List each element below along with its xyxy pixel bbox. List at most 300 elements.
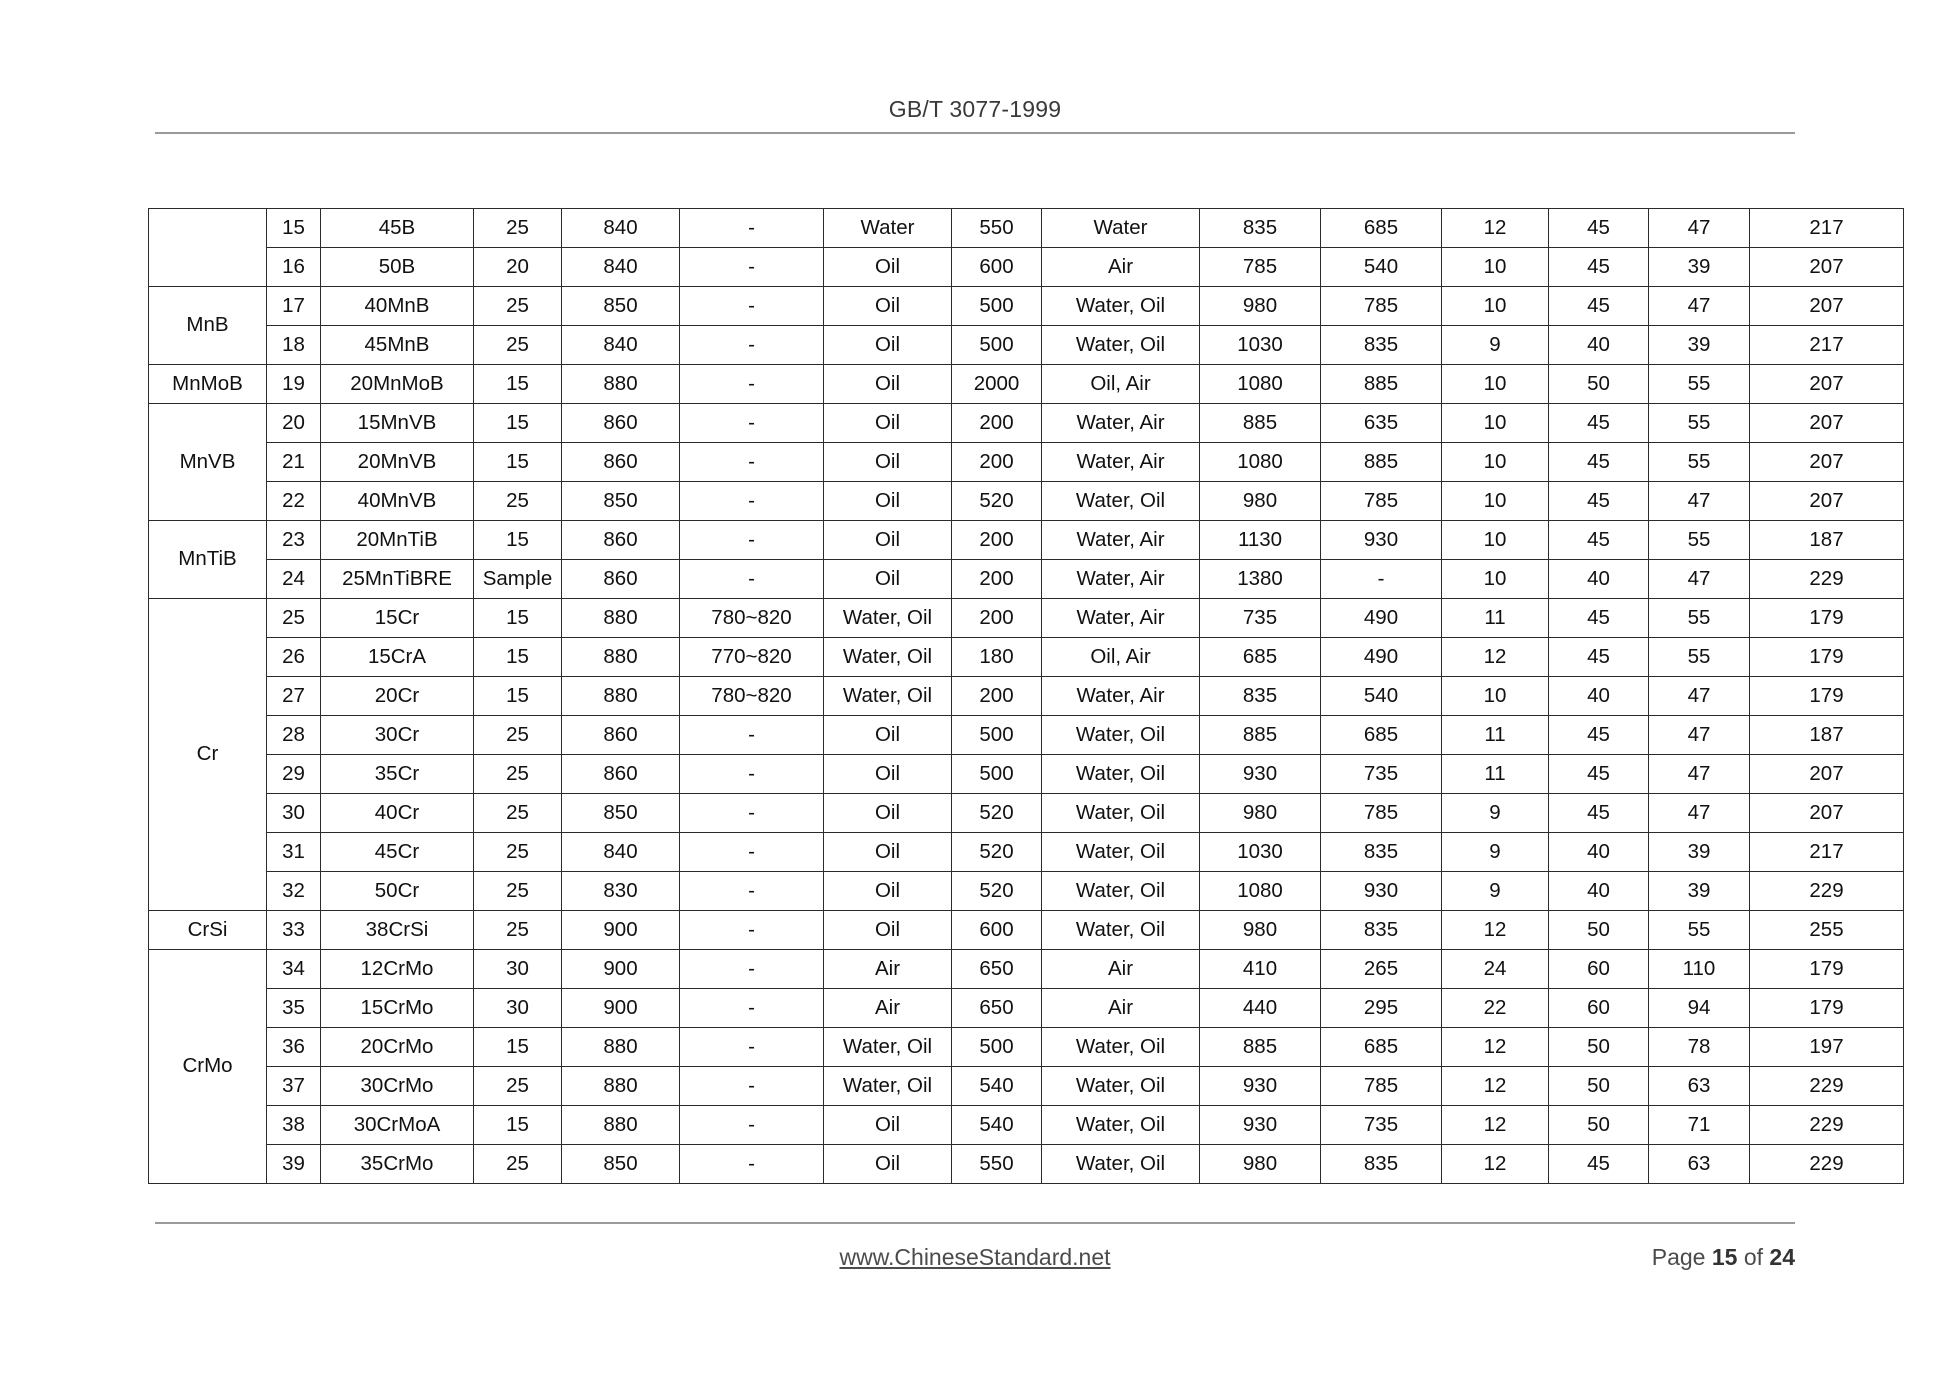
tempering-medium-cell: Water, Air <box>1042 404 1200 443</box>
quenching-temp-1-cell: 840 <box>562 326 680 365</box>
tensile-strength-cell: 980 <box>1200 287 1321 326</box>
tensile-strength-cell: 980 <box>1200 482 1321 521</box>
hardness-hbs-cell: 207 <box>1750 755 1904 794</box>
quenching-temp-1-cell: 860 <box>562 443 680 482</box>
steel-grade-cell: 50B <box>321 248 474 287</box>
reduction-of-area-cell: 40 <box>1549 872 1649 911</box>
tempering-temp-cell: 520 <box>952 872 1042 911</box>
quenching-medium-cell: Oil <box>824 755 952 794</box>
impact-energy-cell: 47 <box>1649 716 1750 755</box>
hardness-hbs-cell: 207 <box>1750 365 1904 404</box>
sequence-number-cell: 16 <box>267 248 321 287</box>
quenching-medium-cell: Oil <box>824 716 952 755</box>
quenching-temp-1-cell: 880 <box>562 365 680 404</box>
steel-grade-cell: 30CrMo <box>321 1067 474 1106</box>
tempering-medium-cell: Water, Oil <box>1042 833 1200 872</box>
steel-grade-cell: 30Cr <box>321 716 474 755</box>
tensile-strength-cell: 785 <box>1200 248 1321 287</box>
tempering-medium-cell: Water <box>1042 209 1200 248</box>
table-row <box>149 326 1904 365</box>
table-row <box>149 833 1904 872</box>
yield-strength-cell: 685 <box>1321 716 1442 755</box>
reduction-of-area-cell: 40 <box>1549 833 1649 872</box>
sequence-number-cell: 19 <box>267 365 321 404</box>
quenching-temp-2-cell: - <box>680 326 824 365</box>
sequence-number-cell: 17 <box>267 287 321 326</box>
table-row <box>149 599 1904 638</box>
tensile-strength-cell: 1080 <box>1200 872 1321 911</box>
impact-energy-cell: 94 <box>1649 989 1750 1028</box>
hardness-hbs-cell: 187 <box>1750 521 1904 560</box>
steel-grade-cell: 30CrMoA <box>321 1106 474 1145</box>
quenching-temp-1-cell: 850 <box>562 287 680 326</box>
steel-grade-cell: 40MnB <box>321 287 474 326</box>
yield-strength-cell: 930 <box>1321 521 1442 560</box>
tempering-medium-cell: Water, Oil <box>1042 482 1200 521</box>
steel-grade-cell: 15CrMo <box>321 989 474 1028</box>
reduction-of-area-cell: 60 <box>1549 989 1649 1028</box>
tempering-temp-cell: 180 <box>952 638 1042 677</box>
elongation-cell: 9 <box>1442 794 1549 833</box>
sample-size-cell: 25 <box>474 716 562 755</box>
quenching-temp-2-cell: - <box>680 1106 824 1145</box>
steel-grade-cell: 50Cr <box>321 872 474 911</box>
table-row <box>149 443 1904 482</box>
quenching-medium-cell: Oil <box>824 560 952 599</box>
tempering-temp-cell: 520 <box>952 794 1042 833</box>
sequence-number-cell: 23 <box>267 521 321 560</box>
quenching-temp-2-cell: - <box>680 1145 824 1184</box>
yield-strength-cell: 885 <box>1321 443 1442 482</box>
elongation-cell: 12 <box>1442 1067 1549 1106</box>
reduction-of-area-cell: 45 <box>1549 716 1649 755</box>
tempering-medium-cell: Water, Air <box>1042 599 1200 638</box>
impact-energy-cell: 55 <box>1649 599 1750 638</box>
quenching-medium-cell: Oil <box>824 794 952 833</box>
tensile-strength-cell: 1080 <box>1200 443 1321 482</box>
tensile-strength-cell: 885 <box>1200 716 1321 755</box>
quenching-medium-cell: Oil <box>824 521 952 560</box>
page-footer <box>155 1222 1795 1290</box>
tempering-medium-cell: Water, Air <box>1042 677 1200 716</box>
reduction-of-area-cell: 50 <box>1549 365 1649 404</box>
sample-size-cell: 15 <box>474 677 562 716</box>
reduction-of-area-cell: 45 <box>1549 794 1649 833</box>
quenching-temp-2-cell: - <box>680 248 824 287</box>
page-header <box>155 96 1795 134</box>
tensile-strength-cell: 980 <box>1200 794 1321 833</box>
sequence-number-cell: 37 <box>267 1067 321 1106</box>
quenching-medium-cell: Air <box>824 950 952 989</box>
yield-strength-cell: 540 <box>1321 677 1442 716</box>
steel-grade-cell: 35Cr <box>321 755 474 794</box>
quenching-temp-1-cell: 880 <box>562 638 680 677</box>
reduction-of-area-cell: 40 <box>1549 677 1649 716</box>
sequence-number-cell: 31 <box>267 833 321 872</box>
yield-strength-cell: 835 <box>1321 326 1442 365</box>
table-row <box>149 1145 1904 1184</box>
impact-energy-cell: 55 <box>1649 443 1750 482</box>
reduction-of-area-cell: 45 <box>1549 404 1649 443</box>
quenching-temp-1-cell: 860 <box>562 560 680 599</box>
quenching-temp-1-cell: 880 <box>562 1028 680 1067</box>
tempering-temp-cell: 500 <box>952 287 1042 326</box>
quenching-medium-cell: Oil <box>824 1145 952 1184</box>
tempering-medium-cell: Water, Air <box>1042 560 1200 599</box>
elongation-cell: 10 <box>1442 365 1549 404</box>
elongation-cell: 9 <box>1442 872 1549 911</box>
quenching-temp-1-cell: 850 <box>562 794 680 833</box>
hardness-hbs-cell: 179 <box>1750 599 1904 638</box>
impact-energy-cell: 71 <box>1649 1106 1750 1145</box>
table-row <box>149 209 1904 248</box>
hardness-hbs-cell: 217 <box>1750 326 1904 365</box>
tensile-strength-cell: 980 <box>1200 911 1321 950</box>
sequence-number-cell: 39 <box>267 1145 321 1184</box>
sequence-number-cell: 20 <box>267 404 321 443</box>
impact-energy-cell: 55 <box>1649 638 1750 677</box>
table-row <box>149 989 1904 1028</box>
table-row <box>149 365 1904 404</box>
table-row <box>149 1067 1904 1106</box>
footer-content <box>155 1244 1795 1290</box>
tensile-strength-cell: 685 <box>1200 638 1321 677</box>
tempering-medium-cell: Water, Oil <box>1042 716 1200 755</box>
page-mid-label: of <box>1737 1244 1770 1270</box>
impact-energy-cell: 47 <box>1649 677 1750 716</box>
reduction-of-area-cell: 50 <box>1549 1067 1649 1106</box>
quenching-temp-1-cell: 840 <box>562 209 680 248</box>
tempering-temp-cell: 500 <box>952 716 1042 755</box>
hardness-hbs-cell: 187 <box>1750 716 1904 755</box>
table-row <box>149 755 1904 794</box>
yield-strength-cell: 785 <box>1321 1067 1442 1106</box>
quenching-medium-cell: Oil <box>824 365 952 404</box>
tempering-medium-cell: Water, Oil <box>1042 1067 1200 1106</box>
reduction-of-area-cell: 45 <box>1549 209 1649 248</box>
tempering-medium-cell: Water, Air <box>1042 521 1200 560</box>
elongation-cell: 10 <box>1442 677 1549 716</box>
sample-size-cell: 25 <box>474 1067 562 1106</box>
quenching-temp-1-cell: 830 <box>562 872 680 911</box>
tensile-strength-cell: 1030 <box>1200 833 1321 872</box>
tempering-temp-cell: 600 <box>952 911 1042 950</box>
steel-group-crsi: CrSi <box>149 911 267 950</box>
sequence-number-cell: 33 <box>267 911 321 950</box>
elongation-cell: 9 <box>1442 833 1549 872</box>
quenching-temp-2-cell: - <box>680 1028 824 1067</box>
quenching-temp-1-cell: 860 <box>562 755 680 794</box>
tempering-temp-cell: 500 <box>952 755 1042 794</box>
tempering-temp-cell: 500 <box>952 1028 1042 1067</box>
quenching-temp-1-cell: 900 <box>562 911 680 950</box>
table-row <box>149 1028 1904 1067</box>
steel-grade-cell: 12CrMo <box>321 950 474 989</box>
reduction-of-area-cell: 40 <box>1549 326 1649 365</box>
footer-divider <box>155 1222 1795 1224</box>
quenching-temp-1-cell: 880 <box>562 1106 680 1145</box>
tensile-strength-cell: 1130 <box>1200 521 1321 560</box>
sequence-number-cell: 24 <box>267 560 321 599</box>
yield-strength-cell: 735 <box>1321 1106 1442 1145</box>
table-row <box>149 248 1904 287</box>
tempering-temp-cell: 2000 <box>952 365 1042 404</box>
elongation-cell: 12 <box>1442 1028 1549 1067</box>
tensile-strength-cell: 885 <box>1200 404 1321 443</box>
tempering-temp-cell: 200 <box>952 599 1042 638</box>
steel-grade-cell: 40Cr <box>321 794 474 833</box>
page-total-number: 24 <box>1769 1244 1795 1270</box>
impact-energy-cell: 55 <box>1649 911 1750 950</box>
steel-group-empty <box>149 209 267 287</box>
website-link[interactable]: www.ChineseStandard.net <box>839 1244 1111 1270</box>
page-current-number: 15 <box>1711 1244 1738 1270</box>
sequence-number-cell: 18 <box>267 326 321 365</box>
steel-grade-cell: 20MnMoB <box>321 365 474 404</box>
sample-size-cell: 25 <box>474 482 562 521</box>
sample-size-cell: 25 <box>474 794 562 833</box>
tempering-temp-cell: 200 <box>952 677 1042 716</box>
reduction-of-area-cell: 50 <box>1549 1106 1649 1145</box>
tempering-medium-cell: Water, Oil <box>1042 1028 1200 1067</box>
impact-energy-cell: 55 <box>1649 521 1750 560</box>
hardness-hbs-cell: 229 <box>1750 1145 1904 1184</box>
reduction-of-area-cell: 45 <box>1549 755 1649 794</box>
table-row <box>149 404 1904 443</box>
sequence-number-cell: 29 <box>267 755 321 794</box>
elongation-cell: 12 <box>1442 638 1549 677</box>
table-row <box>149 638 1904 677</box>
sample-size-cell: 15 <box>474 1106 562 1145</box>
steel-grade-cell: 20Cr <box>321 677 474 716</box>
yield-strength-cell: 785 <box>1321 287 1442 326</box>
yield-strength-cell: 835 <box>1321 1145 1442 1184</box>
elongation-cell: 11 <box>1442 755 1549 794</box>
quenching-temp-2-cell: - <box>680 872 824 911</box>
hardness-hbs-cell: 179 <box>1750 989 1904 1028</box>
tempering-medium-cell: Air <box>1042 950 1200 989</box>
quenching-temp-2-cell: - <box>680 1067 824 1106</box>
sample-size-cell: 25 <box>474 911 562 950</box>
sequence-number-cell: 21 <box>267 443 321 482</box>
impact-energy-cell: 47 <box>1649 560 1750 599</box>
steel-grade-cell: 15CrA <box>321 638 474 677</box>
reduction-of-area-cell: 45 <box>1549 443 1649 482</box>
reduction-of-area-cell: 45 <box>1549 1145 1649 1184</box>
reduction-of-area-cell: 50 <box>1549 911 1649 950</box>
steel-group-mnb: MnB <box>149 287 267 365</box>
yield-strength-cell: 685 <box>1321 1028 1442 1067</box>
steel-grade-cell: 20MnTiB <box>321 521 474 560</box>
quenching-temp-1-cell: 900 <box>562 989 680 1028</box>
reduction-of-area-cell: 40 <box>1549 560 1649 599</box>
tensile-strength-cell: 1380 <box>1200 560 1321 599</box>
quenching-medium-cell: Oil <box>824 248 952 287</box>
reduction-of-area-cell: 60 <box>1549 950 1649 989</box>
hardness-hbs-cell: 217 <box>1750 833 1904 872</box>
elongation-cell: 9 <box>1442 326 1549 365</box>
impact-energy-cell: 110 <box>1649 950 1750 989</box>
table-row <box>149 287 1904 326</box>
reduction-of-area-cell: 50 <box>1549 1028 1649 1067</box>
sequence-number-cell: 26 <box>267 638 321 677</box>
quenching-medium-cell: Water, Oil <box>824 599 952 638</box>
tensile-strength-cell: 1030 <box>1200 326 1321 365</box>
impact-energy-cell: 47 <box>1649 482 1750 521</box>
elongation-cell: 22 <box>1442 989 1549 1028</box>
elongation-cell: 10 <box>1442 248 1549 287</box>
quenching-temp-1-cell: 840 <box>562 248 680 287</box>
yield-strength-cell: 490 <box>1321 599 1442 638</box>
hardness-hbs-cell: 197 <box>1750 1028 1904 1067</box>
sample-size-cell: 15 <box>474 1028 562 1067</box>
tempering-temp-cell: 650 <box>952 989 1042 1028</box>
quenching-temp-1-cell: 850 <box>562 482 680 521</box>
quenching-temp-2-cell: - <box>680 833 824 872</box>
impact-energy-cell: 47 <box>1649 755 1750 794</box>
reduction-of-area-cell: 45 <box>1549 248 1649 287</box>
elongation-cell: 12 <box>1442 1106 1549 1145</box>
tempering-medium-cell: Air <box>1042 989 1200 1028</box>
quenching-medium-cell: Oil <box>824 872 952 911</box>
impact-energy-cell: 55 <box>1649 365 1750 404</box>
sample-size-cell: 15 <box>474 521 562 560</box>
sample-size-cell: 25 <box>474 326 562 365</box>
tensile-strength-cell: 1080 <box>1200 365 1321 404</box>
quenching-temp-2-cell: 780~820 <box>680 599 824 638</box>
elongation-cell: 11 <box>1442 599 1549 638</box>
tensile-strength-cell: 885 <box>1200 1028 1321 1067</box>
steel-grade-cell: 35CrMo <box>321 1145 474 1184</box>
quenching-temp-1-cell: 860 <box>562 404 680 443</box>
elongation-cell: 10 <box>1442 521 1549 560</box>
sequence-number-cell: 30 <box>267 794 321 833</box>
quenching-medium-cell: Water, Oil <box>824 677 952 716</box>
hardness-hbs-cell: 207 <box>1750 443 1904 482</box>
hardness-hbs-cell: 207 <box>1750 248 1904 287</box>
quenching-medium-cell: Water <box>824 209 952 248</box>
sample-size-cell: 25 <box>474 833 562 872</box>
quenching-temp-2-cell: - <box>680 287 824 326</box>
hardness-hbs-cell: 207 <box>1750 794 1904 833</box>
elongation-cell: 10 <box>1442 482 1549 521</box>
tempering-temp-cell: 520 <box>952 482 1042 521</box>
quenching-medium-cell: Air <box>824 989 952 1028</box>
tempering-medium-cell: Water, Oil <box>1042 794 1200 833</box>
steel-grade-cell: 45Cr <box>321 833 474 872</box>
tempering-medium-cell: Water, Oil <box>1042 911 1200 950</box>
yield-strength-cell: 490 <box>1321 638 1442 677</box>
table-row <box>149 716 1904 755</box>
tempering-medium-cell: Water, Oil <box>1042 1106 1200 1145</box>
hardness-hbs-cell: 217 <box>1750 209 1904 248</box>
sample-size-cell: 15 <box>474 365 562 404</box>
quenching-medium-cell: Oil <box>824 443 952 482</box>
quenching-temp-2-cell: - <box>680 716 824 755</box>
yield-strength-cell: 930 <box>1321 872 1442 911</box>
elongation-cell: 24 <box>1442 950 1549 989</box>
tempering-medium-cell: Water, Oil <box>1042 1145 1200 1184</box>
quenching-medium-cell: Oil <box>824 287 952 326</box>
table-row <box>149 872 1904 911</box>
sequence-number-cell: 15 <box>267 209 321 248</box>
quenching-temp-1-cell: 860 <box>562 716 680 755</box>
sample-size-cell: 15 <box>474 599 562 638</box>
elongation-cell: 10 <box>1442 443 1549 482</box>
hardness-hbs-cell: 255 <box>1750 911 1904 950</box>
sequence-number-cell: 38 <box>267 1106 321 1145</box>
reduction-of-area-cell: 45 <box>1549 482 1649 521</box>
yield-strength-cell: 265 <box>1321 950 1442 989</box>
tempering-temp-cell: 500 <box>952 326 1042 365</box>
quenching-temp-1-cell: 880 <box>562 599 680 638</box>
sample-size-cell: 25 <box>474 1145 562 1184</box>
tensile-strength-cell: 835 <box>1200 209 1321 248</box>
quenching-temp-2-cell: 770~820 <box>680 638 824 677</box>
tempering-temp-cell: 200 <box>952 443 1042 482</box>
table-row <box>149 482 1904 521</box>
tensile-strength-cell: 410 <box>1200 950 1321 989</box>
sample-size-cell: 15 <box>474 638 562 677</box>
tensile-strength-cell: 980 <box>1200 1145 1321 1184</box>
sample-size-cell: 15 <box>474 404 562 443</box>
reduction-of-area-cell: 45 <box>1549 521 1649 560</box>
sequence-number-cell: 25 <box>267 599 321 638</box>
yield-strength-cell: 785 <box>1321 482 1442 521</box>
quenching-temp-2-cell: - <box>680 521 824 560</box>
table-row <box>149 560 1904 599</box>
reduction-of-area-cell: 45 <box>1549 599 1649 638</box>
quenching-temp-2-cell: - <box>680 482 824 521</box>
quenching-temp-2-cell: - <box>680 560 824 599</box>
quenching-temp-1-cell: 860 <box>562 521 680 560</box>
impact-energy-cell: 39 <box>1649 833 1750 872</box>
sequence-number-cell: 36 <box>267 1028 321 1067</box>
sequence-number-cell: 27 <box>267 677 321 716</box>
steel-group-mnvb: MnVB <box>149 404 267 521</box>
hardness-hbs-cell: 179 <box>1750 950 1904 989</box>
steel-grade-cell: 45B <box>321 209 474 248</box>
yield-strength-cell: - <box>1321 560 1442 599</box>
table-body <box>149 209 1904 1184</box>
yield-strength-cell: 885 <box>1321 365 1442 404</box>
tempering-temp-cell: 550 <box>952 209 1042 248</box>
quenching-temp-1-cell: 850 <box>562 1145 680 1184</box>
tensile-strength-cell: 835 <box>1200 677 1321 716</box>
sample-size-cell: Sample <box>474 560 562 599</box>
steel-grade-cell: 20MnVB <box>321 443 474 482</box>
sample-size-cell: 15 <box>474 443 562 482</box>
quenching-medium-cell: Water, Oil <box>824 1028 952 1067</box>
yield-strength-cell: 540 <box>1321 248 1442 287</box>
impact-energy-cell: 47 <box>1649 287 1750 326</box>
sequence-number-cell: 32 <box>267 872 321 911</box>
yield-strength-cell: 635 <box>1321 404 1442 443</box>
quenching-temp-1-cell: 880 <box>562 677 680 716</box>
sequence-number-cell: 34 <box>267 950 321 989</box>
tempering-medium-cell: Water, Air <box>1042 443 1200 482</box>
sequence-number-cell: 28 <box>267 716 321 755</box>
elongation-cell: 10 <box>1442 404 1549 443</box>
hardness-hbs-cell: 229 <box>1750 560 1904 599</box>
tempering-temp-cell: 540 <box>952 1067 1042 1106</box>
tempering-temp-cell: 600 <box>952 248 1042 287</box>
steel-grade-cell: 25MnTiBRE <box>321 560 474 599</box>
tempering-medium-cell: Water, Oil <box>1042 755 1200 794</box>
steel-grade-cell: 15Cr <box>321 599 474 638</box>
tempering-temp-cell: 650 <box>952 950 1042 989</box>
page-prefix-label: Page <box>1651 1244 1712 1270</box>
